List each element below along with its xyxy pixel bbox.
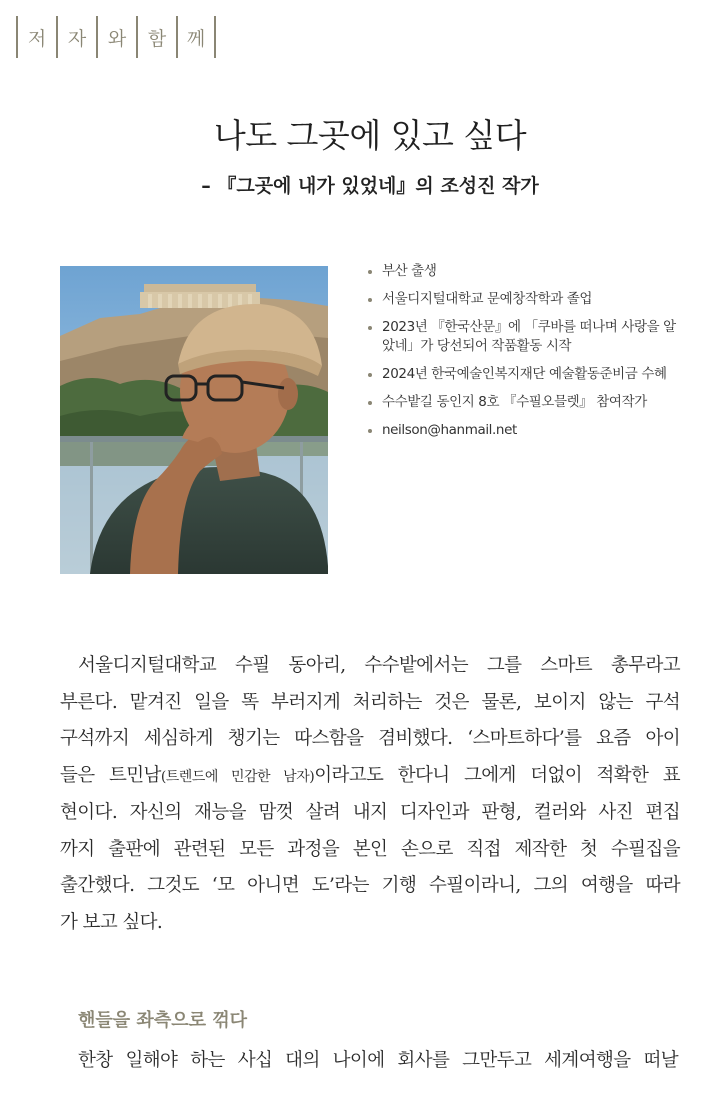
section-tab-3: 와	[96, 16, 136, 58]
paragraph-line: 구석까지 세심하게 챙기는 따스함을 겸비했다. ‘스마트하다’를 요즘 아이	[60, 728, 680, 749]
section-tab-4: 함	[136, 16, 176, 58]
profile-item-birthplace: 부산 출생	[368, 262, 688, 281]
section-tab-5: 께	[176, 16, 216, 58]
paragraph-line	[60, 758, 680, 796]
article-title: 나도 그곳에 있고 싶다	[213, 116, 527, 155]
section-paragraph-line: 한창 일해야 하는 사십 대의 나이에 회사를 그만두고 세계여행을 떠날	[78, 1050, 678, 1071]
author-profile-list	[368, 262, 688, 449]
profile-item-email[interactable]: neilson@hanmail.net	[368, 421, 688, 440]
article-subtitle: – 『그곳에 내가 있었네』의 조성진 작가	[201, 175, 539, 197]
article-intro-paragraph	[60, 648, 680, 941]
profile-item-education: 서울디지털대학교 문예창작학과 졸업	[368, 290, 688, 309]
paragraph-text: 들은 트민남	[60, 764, 161, 786]
paragraph-line: 까지 출판에 관련된 모든 과정을 본인 손으로 직접 제작한 첫 수필집을	[60, 838, 680, 860]
paragraph-line: 출간했다. 그것도 ‘모 아니면 도’라는 기행 수필이라니, 그의 여행을 따라	[60, 875, 680, 896]
profile-item-anthology: 수수밭길 동인지 8호 『수필오믈렛』 참여작가	[368, 393, 688, 412]
section-heading: 핸들을 좌측으로 꺾다	[78, 1010, 248, 1031]
profile-item-debut: 2023년 『한국산문』에 「쿠바를 떠나며 사랑을 알았네」가 당선되어 작품활동 시작	[368, 318, 688, 356]
author-photo-illustration	[60, 266, 328, 574]
section-tab-2: 자	[56, 16, 96, 58]
profile-item-grant: 2024년 한국예술인복지재단 예술활동준비금 수혜	[368, 365, 688, 384]
paragraph-line: 가 보고 싶다.	[60, 911, 163, 933]
paragraph-line: 부른다. 맡겨진 일을 똑 부러지게 처리하는 것은 물론, 보이지 않는 구석	[60, 691, 680, 713]
paragraph-text: 이라고도 한다니 그에게 더없이 적확한 표	[314, 764, 681, 786]
paragraph-line: 현이다. 자신의 재능을 맘껏 살려 내지 디자인과 판형, 컬러와 사진 편집	[60, 802, 680, 823]
author-photo	[60, 266, 328, 574]
paragraph-aside: (트렌드에 민감한 남자)	[160, 768, 315, 785]
section-tab-1: 저	[16, 16, 56, 58]
section-tabs	[16, 16, 216, 58]
paragraph-line: 서울디지털대학교 수필 동아리, 수수밭에서는 그를 스마트 총무라고	[78, 655, 680, 676]
